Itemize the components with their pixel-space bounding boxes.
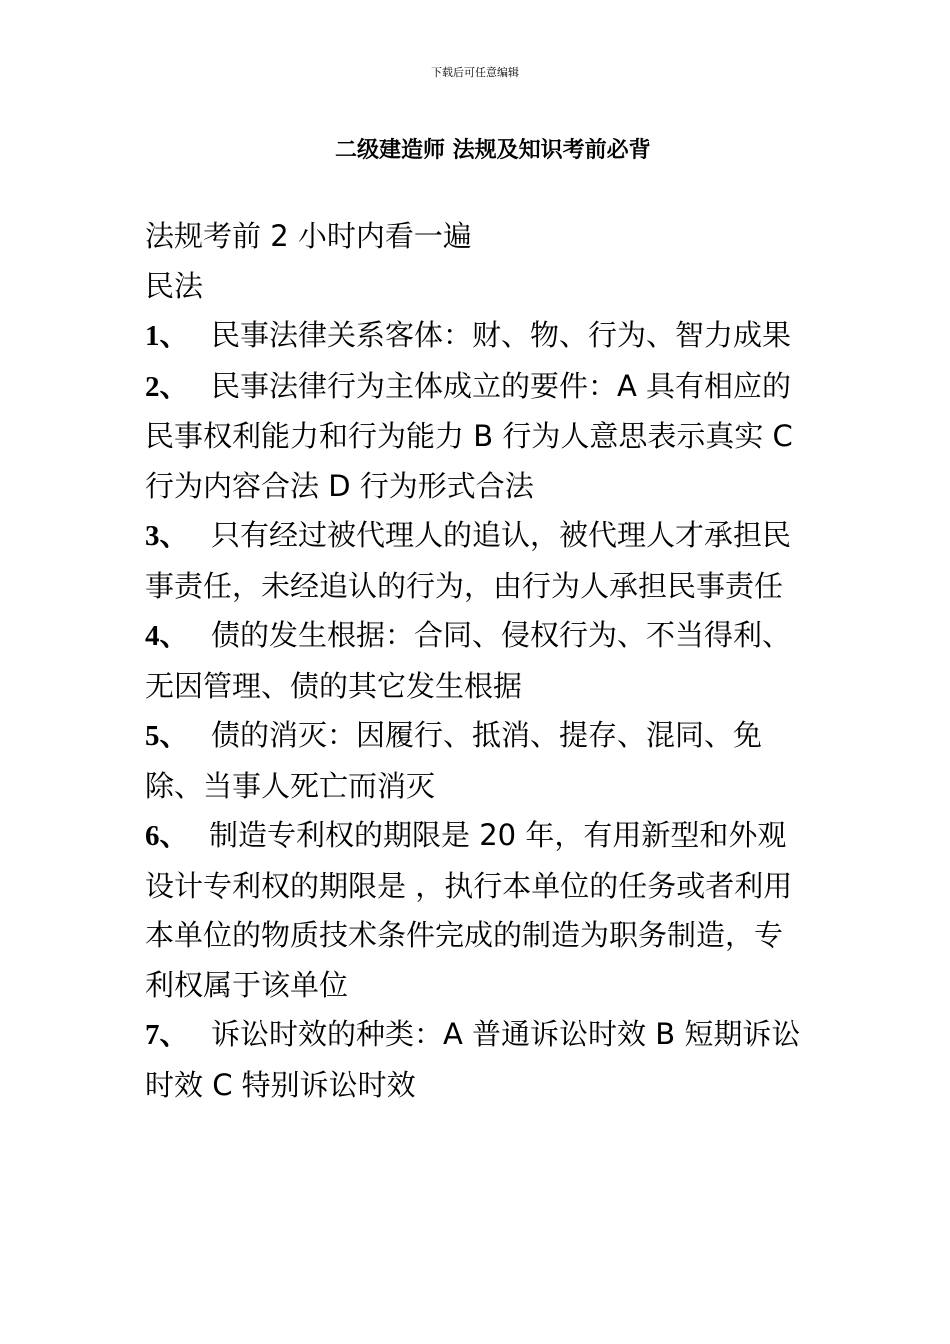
item-number: 7、 (145, 1019, 189, 1051)
item-text: 只有经过被代理人的追认，被代理人才承担民事责任，未经追认的行为，由行为人承担民事责任 (145, 518, 792, 603)
list-item (145, 362, 810, 512)
item-text: 债的消灭：因履行、抵消、提存、混同、免除、当事人死亡而消灭 (145, 718, 763, 803)
item-text: 民事法律关系客体：财、物、行为、智力成果 (211, 318, 792, 352)
document-body (145, 212, 810, 1110)
item-number: 4、 (145, 620, 189, 652)
item-number: 5、 (145, 720, 189, 752)
section-heading: 民法 (145, 268, 204, 303)
item-number: 2、 (145, 370, 189, 403)
list-item (145, 711, 810, 811)
item-text: 诉讼时效的种类：A 普通诉讼时效 B 短期诉讼时效 C 特别诉讼时效 (145, 1017, 801, 1102)
item-number: 3、 (145, 520, 189, 552)
header-note: 下载后可任意编辑 (431, 66, 519, 79)
list-item (145, 811, 810, 1010)
item-text: 制造专利权的期限是 20 年，有用新型和外观设计专利权的期限是 ，执行本单位的任务或者利用本单位的物质技术条件完成的制造为职务制造，专利权属于该单位 (145, 818, 793, 1002)
list-item (145, 611, 810, 711)
item-text: 债的发生根据：合同、侵权行为、不当得利、无因管理、债的其它发生根据 (145, 618, 792, 703)
list-item (145, 311, 810, 362)
item-number: 6、 (145, 820, 189, 852)
list-item (145, 511, 810, 611)
item-text: 民事法律行为主体成立的要件：A 具有相应的民事权利能力和行为能力 B 行为人意思表示真实 C 行为内容合法 D 行为形式合法 (145, 368, 793, 503)
list-item (145, 1010, 810, 1110)
document-title: 二级建造师 法规及知识考前必背 (335, 138, 651, 163)
item-number: 1、 (145, 320, 189, 352)
subtitle: 法规考前 2 小时内看一遍 (145, 219, 472, 253)
